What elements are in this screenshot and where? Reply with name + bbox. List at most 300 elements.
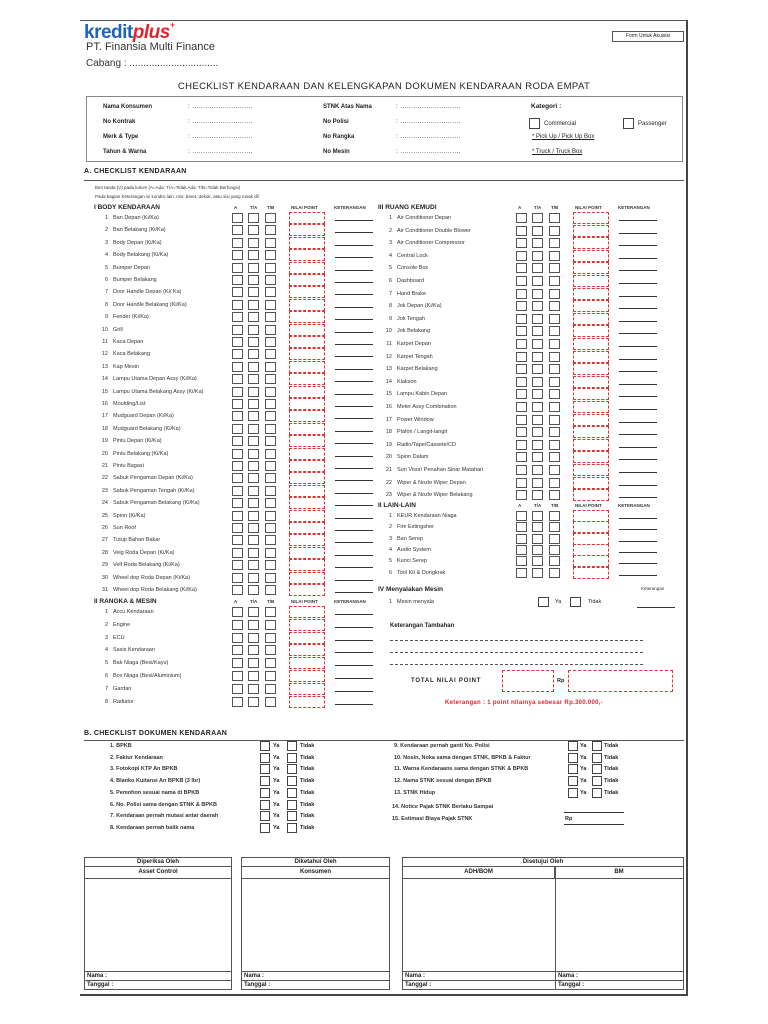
info-field[interactable]: : ............................ — [188, 149, 254, 155]
a-checkbox[interactable] — [232, 498, 243, 508]
tb-checkbox[interactable] — [549, 522, 560, 532]
a-checkbox[interactable] — [232, 374, 243, 384]
keterangan-line[interactable] — [619, 333, 657, 334]
nilai-point-input[interactable] — [289, 522, 325, 534]
nilai-point-input[interactable] — [289, 559, 325, 571]
nilai-point-input[interactable] — [289, 683, 325, 695]
doc-ya-checkbox[interactable] — [568, 788, 578, 798]
keterangan-line[interactable] — [335, 394, 373, 395]
a-checkbox[interactable] — [516, 238, 527, 248]
nilai-point-input[interactable] — [289, 497, 325, 509]
tb-checkbox[interactable] — [549, 490, 560, 500]
tb-checkbox[interactable] — [265, 498, 276, 508]
mesin-ya-checkbox[interactable] — [538, 597, 549, 607]
diperiksa-tanggal-field[interactable]: Tanggal : — [85, 980, 231, 989]
keterangan-line[interactable] — [619, 485, 657, 486]
a-checkbox[interactable] — [516, 364, 527, 374]
keterangan-line[interactable] — [619, 258, 657, 259]
keterangan-line[interactable] — [619, 220, 657, 221]
nilai-point-input[interactable] — [573, 300, 609, 312]
tb-checkbox[interactable] — [549, 251, 560, 261]
nilai-point-input[interactable] — [289, 249, 325, 261]
keterangan-line[interactable] — [619, 245, 657, 246]
doc-ya-checkbox[interactable] — [260, 811, 270, 821]
tb-checkbox[interactable] — [549, 465, 560, 475]
keterangan-line[interactable] — [335, 282, 373, 283]
a-checkbox[interactable] — [232, 560, 243, 570]
adh-tanggal-field[interactable]: Tanggal : — [403, 980, 555, 989]
keterangan-line[interactable] — [619, 371, 657, 372]
a-checkbox[interactable] — [516, 511, 527, 521]
ta-checkbox[interactable] — [532, 440, 543, 450]
doc-tidak-checkbox[interactable] — [287, 788, 297, 798]
ta-checkbox[interactable] — [248, 374, 259, 384]
info-field[interactable]: : ............................ — [396, 104, 462, 110]
ta-checkbox[interactable] — [248, 275, 259, 285]
nilai-point-input[interactable] — [289, 670, 325, 682]
doc-tidak-checkbox[interactable] — [287, 811, 297, 821]
nilai-point-input[interactable] — [289, 423, 325, 435]
tb-checkbox[interactable] — [549, 263, 560, 273]
doc-ya-checkbox[interactable] — [260, 741, 270, 751]
ta-checkbox[interactable] — [248, 473, 259, 483]
ta-checkbox[interactable] — [532, 545, 543, 555]
a-checkbox[interactable] — [232, 250, 243, 260]
nilai-point-input[interactable] — [289, 311, 325, 323]
nilai-point-input[interactable] — [289, 410, 325, 422]
ta-checkbox[interactable] — [532, 213, 543, 223]
a-checkbox[interactable] — [516, 276, 527, 286]
keterangan-line[interactable] — [335, 232, 373, 233]
nilai-point-input[interactable] — [289, 584, 325, 596]
tb-checkbox[interactable] — [549, 511, 560, 521]
nilai-point-input[interactable] — [289, 619, 325, 631]
ta-checkbox[interactable] — [532, 556, 543, 566]
tb-checkbox[interactable] — [265, 523, 276, 533]
ta-checkbox[interactable] — [248, 424, 259, 434]
a-checkbox[interactable] — [232, 387, 243, 397]
a-checkbox[interactable] — [232, 312, 243, 322]
ta-checkbox[interactable] — [248, 436, 259, 446]
ta-checkbox[interactable] — [248, 585, 259, 595]
keterangan-line[interactable] — [619, 529, 657, 530]
nilai-point-input[interactable] — [289, 336, 325, 348]
ta-checkbox[interactable] — [248, 548, 259, 558]
a-checkbox[interactable] — [232, 238, 243, 248]
cabang-field[interactable]: Cabang : ................................ — [86, 58, 219, 69]
keterangan-line[interactable] — [619, 552, 657, 553]
tb-checkbox[interactable] — [549, 326, 560, 336]
a-checkbox[interactable] — [232, 671, 243, 681]
info-field[interactable]: : ............................ — [188, 119, 254, 125]
nilai-point-input[interactable] — [573, 489, 609, 501]
keterangan-line[interactable] — [335, 480, 373, 481]
mesin-tidak-checkbox[interactable] — [570, 597, 581, 607]
keterangan-line[interactable] — [335, 431, 373, 432]
nilai-point-input[interactable] — [289, 606, 325, 618]
ta-checkbox[interactable] — [248, 684, 259, 694]
nilai-point-input[interactable] — [573, 401, 609, 413]
tb-checkbox[interactable] — [549, 534, 560, 544]
tb-checkbox[interactable] — [265, 573, 276, 583]
nilai-point-input[interactable] — [289, 361, 325, 373]
tb-checkbox[interactable] — [265, 349, 276, 359]
a-checkbox[interactable] — [232, 213, 243, 223]
ta-checkbox[interactable] — [532, 263, 543, 273]
nilai-point-input[interactable] — [573, 363, 609, 375]
mesin-keterangan-line[interactable] — [637, 607, 675, 608]
doc-tidak-checkbox[interactable] — [287, 776, 297, 786]
ta-checkbox[interactable] — [532, 415, 543, 425]
tb-checkbox[interactable] — [265, 213, 276, 223]
doc-ya-checkbox[interactable] — [260, 788, 270, 798]
nilai-point-input[interactable] — [573, 533, 609, 545]
ta-checkbox[interactable] — [248, 263, 259, 273]
info-field[interactable]: : ............................ — [396, 149, 462, 155]
tb-checkbox[interactable] — [549, 440, 560, 450]
ta-checkbox[interactable] — [532, 314, 543, 324]
keterangan-line[interactable] — [335, 356, 373, 357]
tb-checkbox[interactable] — [265, 387, 276, 397]
ta-checkbox[interactable] — [532, 339, 543, 349]
bm-nama-field[interactable]: Nama : — [556, 971, 683, 980]
nilai-point-input[interactable] — [573, 388, 609, 400]
a-checkbox[interactable] — [516, 226, 527, 236]
ta-checkbox[interactable] — [532, 511, 543, 521]
tb-checkbox[interactable] — [549, 226, 560, 236]
ta-checkbox[interactable] — [248, 213, 259, 223]
a-checkbox[interactable] — [516, 389, 527, 399]
nilai-point-input[interactable] — [573, 237, 609, 249]
tb-checkbox[interactable] — [265, 671, 276, 681]
a-checkbox[interactable] — [232, 337, 243, 347]
keterangan-line[interactable] — [619, 459, 657, 460]
ta-checkbox[interactable] — [532, 478, 543, 488]
keterangan-line[interactable] — [335, 344, 373, 345]
ta-checkbox[interactable] — [248, 671, 259, 681]
keterangan-line[interactable] — [619, 447, 657, 448]
keterangan-line[interactable] — [335, 542, 373, 543]
tb-checkbox[interactable] — [549, 213, 560, 223]
keterangan-line[interactable] — [335, 307, 373, 308]
keterangan-line[interactable] — [335, 319, 373, 320]
bm-tanggal-field[interactable]: Tanggal : — [556, 980, 683, 989]
estimasi-biaya-line[interactable] — [564, 824, 624, 825]
nilai-point-input[interactable] — [289, 324, 325, 336]
a-checkbox[interactable] — [232, 620, 243, 630]
ta-checkbox[interactable] — [248, 250, 259, 260]
ta-checkbox[interactable] — [248, 523, 259, 533]
nilai-point-input[interactable] — [289, 448, 325, 460]
ta-checkbox[interactable] — [532, 534, 543, 544]
keterangan-line[interactable] — [335, 369, 373, 370]
doc-tidak-checkbox[interactable] — [592, 764, 602, 774]
keterangan-line[interactable] — [335, 691, 373, 692]
doc-tidak-checkbox[interactable] — [287, 823, 297, 833]
a-checkbox[interactable] — [232, 511, 243, 521]
diketahui-tanggal-field[interactable]: Tanggal : — [242, 980, 389, 989]
doc-tidak-checkbox[interactable] — [287, 753, 297, 763]
a-checkbox[interactable] — [232, 300, 243, 310]
ta-checkbox[interactable] — [248, 349, 259, 359]
ta-checkbox[interactable] — [248, 337, 259, 347]
keterangan-line[interactable] — [619, 575, 657, 576]
keterangan-line[interactable] — [335, 381, 373, 382]
tb-checkbox[interactable] — [265, 337, 276, 347]
keterangan-line[interactable] — [619, 563, 657, 564]
ta-checkbox[interactable] — [248, 535, 259, 545]
a-checkbox[interactable] — [232, 573, 243, 583]
tb-checkbox[interactable] — [549, 556, 560, 566]
ta-checkbox[interactable] — [248, 607, 259, 617]
tb-checkbox[interactable] — [265, 424, 276, 434]
nilai-point-input[interactable] — [289, 460, 325, 472]
keterangan-line[interactable] — [335, 640, 373, 641]
nilai-point-input[interactable] — [573, 288, 609, 300]
a-checkbox[interactable] — [232, 684, 243, 694]
nilai-point-input[interactable] — [289, 572, 325, 584]
doc-tidak-checkbox[interactable] — [592, 753, 602, 763]
tb-checkbox[interactable] — [265, 548, 276, 558]
tb-checkbox[interactable] — [549, 301, 560, 311]
nilai-point-input[interactable] — [289, 547, 325, 559]
ta-checkbox[interactable] — [248, 633, 259, 643]
doc-tidak-checkbox[interactable] — [592, 741, 602, 751]
a-checkbox[interactable] — [516, 440, 527, 450]
nilai-point-input[interactable] — [289, 510, 325, 522]
keterangan-line[interactable] — [335, 704, 373, 705]
ta-checkbox[interactable] — [532, 452, 543, 462]
ta-checkbox[interactable] — [532, 276, 543, 286]
a-checkbox[interactable] — [516, 377, 527, 387]
a-checkbox[interactable] — [516, 568, 527, 578]
doc-ya-checkbox[interactable] — [260, 764, 270, 774]
nilai-point-input[interactable] — [289, 348, 325, 360]
ta-checkbox[interactable] — [532, 377, 543, 387]
nilai-point-input[interactable] — [289, 224, 325, 236]
nilai-point-input[interactable] — [573, 338, 609, 350]
ta-checkbox[interactable] — [532, 364, 543, 374]
nilai-point-input[interactable] — [289, 212, 325, 224]
doc-ya-checkbox[interactable] — [568, 764, 578, 774]
ta-checkbox[interactable] — [248, 697, 259, 707]
tb-checkbox[interactable] — [549, 377, 560, 387]
ta-checkbox[interactable] — [248, 287, 259, 297]
nilai-point-input[interactable] — [573, 275, 609, 287]
a-checkbox[interactable] — [516, 402, 527, 412]
keterangan-line[interactable] — [335, 257, 373, 258]
keterangan-line[interactable] — [619, 396, 657, 397]
ta-checkbox[interactable] — [248, 620, 259, 630]
a-checkbox[interactable] — [232, 225, 243, 235]
nilai-point-input[interactable] — [573, 313, 609, 325]
a-checkbox[interactable] — [516, 301, 527, 311]
nilai-point-input[interactable] — [289, 237, 325, 249]
ta-checkbox[interactable] — [532, 226, 543, 236]
a-checkbox[interactable] — [232, 697, 243, 707]
keterangan-tambahan-line-1[interactable] — [390, 640, 643, 641]
nilai-point-input[interactable] — [289, 286, 325, 298]
keterangan-line[interactable] — [335, 456, 373, 457]
nilai-point-input[interactable] — [289, 373, 325, 385]
keterangan-line[interactable] — [335, 678, 373, 679]
keterangan-line[interactable] — [335, 418, 373, 419]
keterangan-line[interactable] — [335, 580, 373, 581]
tb-checkbox[interactable] — [549, 452, 560, 462]
tb-checkbox[interactable] — [265, 607, 276, 617]
tb-checkbox[interactable] — [265, 362, 276, 372]
doc-ya-checkbox[interactable] — [260, 776, 270, 786]
tb-checkbox[interactable] — [265, 620, 276, 630]
total-nilai-point-box[interactable] — [502, 670, 554, 692]
a-checkbox[interactable] — [232, 633, 243, 643]
a-checkbox[interactable] — [516, 289, 527, 299]
tb-checkbox[interactable] — [265, 325, 276, 335]
a-checkbox[interactable] — [232, 263, 243, 273]
nilai-point-input[interactable] — [573, 212, 609, 224]
ta-checkbox[interactable] — [248, 300, 259, 310]
ta-checkbox[interactable] — [532, 289, 543, 299]
tb-checkbox[interactable] — [265, 473, 276, 483]
keterangan-line[interactable] — [619, 541, 657, 542]
keterangan-line[interactable] — [619, 518, 657, 519]
ta-checkbox[interactable] — [248, 486, 259, 496]
a-checkbox[interactable] — [232, 349, 243, 359]
doc-tidak-checkbox[interactable] — [592, 788, 602, 798]
keterangan-line[interactable] — [335, 332, 373, 333]
truck-option[interactable]: * Truck / Truck Box — [532, 149, 583, 155]
total-rp-box[interactable] — [568, 670, 673, 692]
ta-checkbox[interactable] — [248, 399, 259, 409]
keterangan-line[interactable] — [619, 233, 657, 234]
a-checkbox[interactable] — [516, 545, 527, 555]
nilai-point-input[interactable] — [289, 299, 325, 311]
tb-checkbox[interactable] — [549, 352, 560, 362]
ta-checkbox[interactable] — [248, 449, 259, 459]
nilai-point-input[interactable] — [573, 414, 609, 426]
a-checkbox[interactable] — [232, 411, 243, 421]
a-checkbox[interactable] — [516, 556, 527, 566]
passenger-checkbox[interactable] — [623, 118, 634, 129]
pickup-option[interactable]: * Pick Up / Pick Up Box — [532, 134, 595, 140]
ta-checkbox[interactable] — [532, 301, 543, 311]
a-checkbox[interactable] — [516, 465, 527, 475]
a-checkbox[interactable] — [232, 486, 243, 496]
ta-checkbox[interactable] — [248, 560, 259, 570]
keterangan-line[interactable] — [619, 497, 657, 498]
keterangan-line[interactable] — [619, 472, 657, 473]
keterangan-line[interactable] — [335, 518, 373, 519]
a-checkbox[interactable] — [516, 213, 527, 223]
tb-checkbox[interactable] — [265, 684, 276, 694]
a-checkbox[interactable] — [232, 607, 243, 617]
doc-ya-checkbox[interactable] — [260, 800, 270, 810]
info-field[interactable]: : ............................ — [188, 134, 254, 140]
doc-tidak-checkbox[interactable] — [287, 764, 297, 774]
keterangan-line[interactable] — [335, 245, 373, 246]
nilai-point-input[interactable] — [289, 386, 325, 398]
a-checkbox[interactable] — [516, 251, 527, 261]
a-checkbox[interactable] — [232, 535, 243, 545]
tb-checkbox[interactable] — [265, 225, 276, 235]
nilai-point-input[interactable] — [289, 632, 325, 644]
tb-checkbox[interactable] — [265, 287, 276, 297]
tb-checkbox[interactable] — [549, 276, 560, 286]
a-checkbox[interactable] — [232, 645, 243, 655]
keterangan-line[interactable] — [335, 614, 373, 615]
keterangan-line[interactable] — [335, 627, 373, 628]
keterangan-line[interactable] — [619, 308, 657, 309]
keterangan-line[interactable] — [619, 384, 657, 385]
keterangan-line[interactable] — [619, 296, 657, 297]
doc-ya-checkbox[interactable] — [260, 823, 270, 833]
ta-checkbox[interactable] — [248, 658, 259, 668]
nilai-point-input[interactable] — [573, 250, 609, 262]
nilai-point-input[interactable] — [573, 376, 609, 388]
doc-tidak-checkbox[interactable] — [287, 741, 297, 751]
nilai-point-input[interactable] — [289, 262, 325, 274]
a-checkbox[interactable] — [232, 325, 243, 335]
ta-checkbox[interactable] — [248, 461, 259, 471]
keterangan-line[interactable] — [335, 220, 373, 221]
a-checkbox[interactable] — [232, 275, 243, 285]
ta-checkbox[interactable] — [532, 389, 543, 399]
ta-checkbox[interactable] — [532, 326, 543, 336]
tb-checkbox[interactable] — [549, 314, 560, 324]
nilai-point-input[interactable] — [289, 435, 325, 447]
tb-checkbox[interactable] — [265, 658, 276, 668]
keterangan-line[interactable] — [619, 346, 657, 347]
a-checkbox[interactable] — [232, 399, 243, 409]
nilai-point-input[interactable] — [573, 555, 609, 567]
keterangan-line[interactable] — [335, 555, 373, 556]
keterangan-line[interactable] — [335, 443, 373, 444]
tb-checkbox[interactable] — [549, 415, 560, 425]
keterangan-line[interactable] — [619, 422, 657, 423]
nilai-point-input[interactable] — [289, 274, 325, 286]
keterangan-line[interactable] — [335, 468, 373, 469]
info-field[interactable]: : ............................ — [396, 119, 462, 125]
diperiksa-nama-field[interactable]: Nama : — [85, 971, 231, 980]
nilai-point-input[interactable] — [289, 398, 325, 410]
ta-checkbox[interactable] — [532, 352, 543, 362]
keterangan-line[interactable] — [335, 530, 373, 531]
nilai-point-input[interactable] — [573, 567, 609, 579]
nilai-point-input[interactable] — [289, 472, 325, 484]
ta-checkbox[interactable] — [532, 251, 543, 261]
ta-checkbox[interactable] — [248, 498, 259, 508]
keterangan-line[interactable] — [335, 493, 373, 494]
ta-checkbox[interactable] — [248, 238, 259, 248]
tb-checkbox[interactable] — [265, 312, 276, 322]
keterangan-tambahan-line-3[interactable] — [390, 664, 643, 665]
tb-checkbox[interactable] — [265, 263, 276, 273]
a-checkbox[interactable] — [516, 352, 527, 362]
tb-checkbox[interactable] — [265, 560, 276, 570]
nilai-point-input[interactable] — [573, 477, 609, 489]
tb-checkbox[interactable] — [265, 461, 276, 471]
tb-checkbox[interactable] — [549, 339, 560, 349]
keterangan-line[interactable] — [335, 270, 373, 271]
a-checkbox[interactable] — [516, 452, 527, 462]
doc-ya-checkbox[interactable] — [568, 753, 578, 763]
tb-checkbox[interactable] — [265, 238, 276, 248]
nilai-point-input[interactable] — [573, 351, 609, 363]
tb-checkbox[interactable] — [265, 399, 276, 409]
ta-checkbox[interactable] — [532, 402, 543, 412]
keterangan-line[interactable] — [619, 434, 657, 435]
info-field[interactable]: : ............................ — [188, 104, 254, 110]
